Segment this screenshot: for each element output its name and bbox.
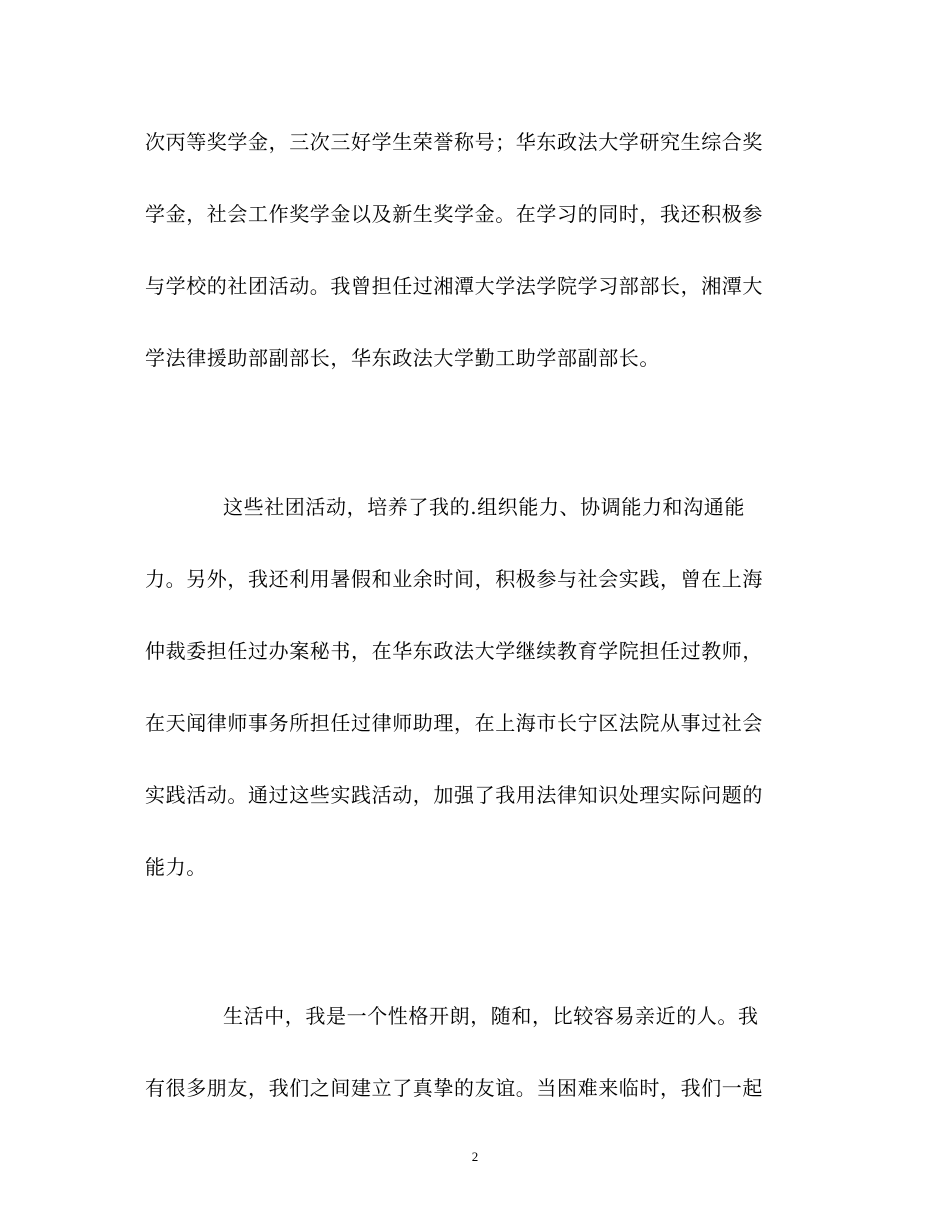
text-line: 次丙等奖学金，三次三好学生荣誉称号；华东政法大学研究生综合奖	[145, 130, 763, 154]
text-line: 在天闻律师事务所担任过律师助理，在上海市长宁区法院从事过社会	[145, 711, 763, 735]
text-line: 学金，社会工作奖学金以及新生奖学金。在学习的同时，我还积极参	[145, 202, 763, 226]
text-line: 这些社团活动，培养了我的.组织能力、协调能力和沟通能	[223, 495, 745, 519]
page-number: 2	[471, 1149, 479, 1164]
text-line: 力。另外，我还利用暑假和业余时间，积极参与社会实践，曾在上海	[145, 567, 763, 591]
text-line: 有很多朋友，我们之间建立了真挚的友谊。当困难来临时，我们一起	[145, 1076, 763, 1100]
text-line: 仲裁委担任过办案秘书，在华东政法大学继续教育学院担任过教师，	[145, 639, 763, 663]
text-line: 能力。	[145, 855, 207, 879]
text-line: 实践活动。通过这些实践活动，加强了我用法律知识处理实际问题的	[145, 783, 763, 807]
text-line: 生活中，我是一个性格开朗，随和，比较容易亲近的人。我	[223, 1004, 759, 1028]
text-line: 学法律援助部副部长，华东政法大学勤工助学部副部长。	[145, 346, 660, 370]
text-line: 与学校的社团活动。我曾担任过湘潭大学法学院学习部部长，湘潭大	[145, 274, 763, 298]
